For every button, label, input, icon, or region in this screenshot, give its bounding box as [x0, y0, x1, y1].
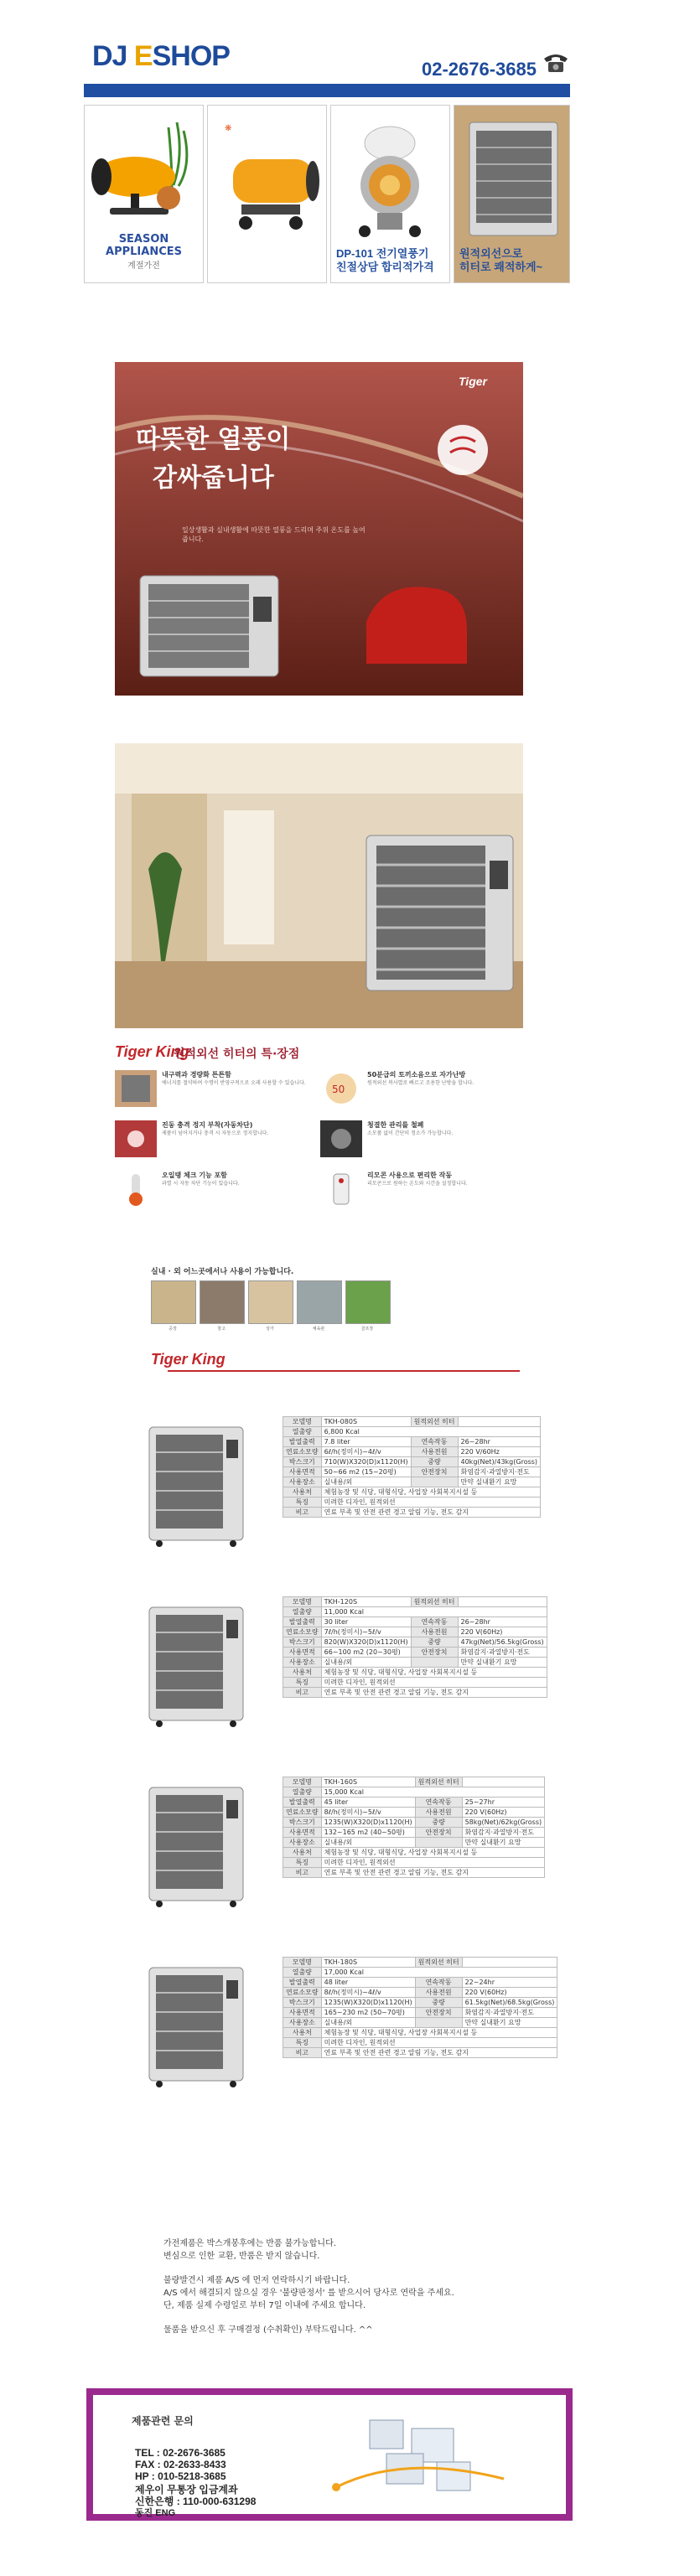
spec-label: 중량 [415, 1818, 462, 1828]
spec-value: 22~24hr [462, 1978, 557, 1988]
spec-value: 66~100 m2 (20~30평) [321, 1648, 411, 1658]
spec-value: 화염감지·과열방지·전도 [458, 1648, 547, 1658]
delivery-diagram-image [303, 2403, 546, 2504]
spec-label: 연속작동 [411, 1437, 458, 1447]
spec-value: 40kg(Net)/43kg(Gross) [458, 1457, 541, 1467]
divider [168, 1370, 520, 1372]
contact-account: 신한은행 : 110-000-631298 [135, 2496, 257, 2507]
spec-value: 미려한 디자인, 원적외선 [321, 1678, 547, 1688]
spec-label: 비고 [283, 1508, 322, 1518]
spec-value: TKH-120S [321, 1597, 411, 1607]
spec-row [283, 1988, 557, 1998]
spec-row [283, 1668, 547, 1678]
spec-row [283, 1958, 557, 1968]
spec-row [283, 1787, 545, 1798]
spec-table [283, 1416, 541, 1518]
spec-label: 원적외선 히터 [415, 1958, 462, 1968]
spec-label: 박스크기 [283, 1998, 322, 2008]
spec-label: 연료소모량 [283, 1627, 322, 1637]
spec-label: 중량 [411, 1457, 458, 1467]
spec-label: 특징 [283, 1497, 322, 1508]
spec-value: 미려한 디자인, 원적외선 [321, 2038, 557, 2048]
feature-item: 50 50분급의 토끼소음으로 자가난방 원적외선 복사열로 빠르고 조용한 난방을 합니다. [320, 1067, 521, 1114]
heater-product-image [143, 1783, 251, 1909]
spec-label: 연료소모량 [283, 1447, 322, 1457]
spec-value: 15,000 Kcal [321, 1787, 544, 1798]
spec-label: 연료소모량 [283, 1988, 322, 1998]
spec-label: 모델명 [283, 1958, 322, 1968]
spec-value: 8ℓ/h(정미시)~4ℓ/v [321, 1988, 415, 1998]
spec-label: 발열출력 [283, 1437, 322, 1447]
svg-text:Tiger: Tiger [459, 375, 487, 388]
header-phone: 02-2676-3685 [421, 59, 537, 80]
svg-text:❋: ❋ [225, 124, 232, 133]
spec-row [283, 1658, 547, 1668]
spec-value: 132~165 m2 (40~50평) [321, 1828, 415, 1838]
feature-item: 내구력과 경량화 튼튼함 에너지를 절약하며 수명이 반영구적으로 오래 사용할 수 있습니다. [115, 1067, 316, 1114]
spec-row [283, 1427, 541, 1437]
usage-title: 실내 · 외 어느곳에서나 사용이 가능합니다. [151, 1268, 294, 1276]
heater-grill-icon [115, 1070, 157, 1107]
spec-value: 25~27hr [462, 1798, 545, 1808]
spec-label: 사용면적 [283, 1648, 322, 1658]
contact-title: 제품관련 문의 [132, 2415, 194, 2427]
brand-logo-footer: Tiger King [151, 1351, 226, 1368]
spec-section [143, 1596, 544, 1756]
spec-row [283, 1868, 545, 1878]
header [84, 34, 570, 101]
spec-value: 연료 부족 및 안전 관련 경고 알림 기능, 전도 감지 [321, 1688, 547, 1698]
spec-value: 7ℓ/h(정미시)~5ℓ/v [321, 1627, 411, 1637]
spec-value: 30 liter [321, 1617, 411, 1627]
remote-control-icon [320, 1171, 362, 1208]
spec-value [462, 1958, 557, 1968]
spec-row [283, 1978, 557, 1988]
spec-label: 연속작동 [415, 1978, 462, 1988]
spec-value: 1235(W)X320(D)x1120(H) [321, 1818, 415, 1828]
place-thumbnail [345, 1280, 391, 1324]
spec-value: 6,800 Kcal [321, 1427, 540, 1437]
spec-value: 58kg(Net)/62kg(Gross) [462, 1818, 545, 1828]
spec-label: 연속작동 [415, 1798, 462, 1808]
spec-row [283, 1477, 541, 1487]
spec-row [283, 1798, 545, 1808]
spec-table [283, 1596, 547, 1698]
spec-row [283, 1617, 547, 1627]
spec-value: 만약 실내환기 요망 [462, 2018, 557, 2028]
spec-value: 연료 부족 및 안전 관련 경고 알림 기능, 전도 감지 [321, 1508, 540, 1518]
spec-label: 사용처 [283, 1848, 322, 1858]
spec-row [283, 1417, 541, 1427]
spec-label: 비고 [283, 1688, 322, 1698]
place-thumbnail [200, 1280, 245, 1324]
spec-label: 열출량 [283, 1427, 322, 1437]
spec-row [283, 1688, 547, 1698]
spec-value: 1235(W)X320(D)x1120(H) [321, 1998, 415, 2008]
features-title: 원적외선 히터의 특·장점 [174, 1047, 300, 1061]
contact-hp: HP : 010-5218-3685 [135, 2470, 226, 2482]
spec-value [458, 1597, 547, 1607]
place-thumbnail [297, 1280, 342, 1324]
cleaning-icon [320, 1120, 362, 1157]
hero-image-lobby [115, 743, 523, 1028]
spec-label [411, 1658, 458, 1668]
spec-section [143, 1957, 555, 2116]
spec-row [283, 1858, 545, 1868]
spec-label [415, 2018, 462, 2028]
spec-row [283, 2028, 557, 2038]
spec-value: 실내용/외 [321, 2018, 415, 2028]
spec-value: 7.8 liter [321, 1437, 411, 1447]
spec-value: 실내용/외 [321, 1477, 411, 1487]
telephone-icon [542, 52, 570, 74]
spec-label: 사용면적 [283, 1828, 322, 1838]
spec-table [283, 1957, 557, 2058]
spec-label: 모델명 [283, 1777, 322, 1787]
spec-value: 26~28hr [458, 1437, 541, 1447]
spec-value [458, 1417, 541, 1427]
site-logo[interactable]: DJ ESHOP [92, 40, 230, 72]
spec-row [283, 2018, 557, 2028]
hero-image-living-room [115, 362, 523, 696]
spec-value: 220 V(60Hz) [462, 1808, 545, 1818]
spec-table [283, 1777, 545, 1878]
spec-label: 사용전원 [415, 1988, 462, 1998]
feature-item: 오일탱 체크 기능 포함 과열 시 자동 차단 기능이 있습니다. [115, 1167, 316, 1214]
spec-label: 사용면적 [283, 1467, 322, 1477]
spec-label [411, 1477, 458, 1487]
spec-row [283, 1808, 545, 1818]
spec-value: 220 V(60Hz) [462, 1988, 557, 1998]
notice-text: 가전제품은 박스개봉후에는 반품 불가능합니다. 변심으로 인한 교환, 반품은 받지 않습니다. 불량발견시 제품 A/S 에 먼저 연락하시기 바랍니다. A/S 에서 해결되지 않으실 경우 '불량판정서' 를 받으시어 당사로 연락을 주세요. 단, 제품 실제 수령일로 부터 7일 이내에 주세요 합니다. 물품을 받으신 후 구매결정 (수취확인) 부탁드립니다. ^^ [163, 2239, 454, 2335]
spec-value: 820(W)X320(D)x1120(H) [321, 1637, 411, 1648]
spec-value: 체험농장 및 식당, 대형식당, 사업장 사회복지시설 등 [321, 1487, 540, 1497]
heater-lobby-image [115, 743, 523, 1028]
spec-label: 발열출력 [283, 1617, 322, 1627]
banner-panel-season[interactable] [84, 105, 204, 283]
contact-box [86, 2388, 573, 2521]
spec-label: 특징 [283, 1678, 322, 1688]
contact-panel [93, 2395, 566, 2518]
place-thumbnail [151, 1280, 196, 1324]
spec-label: 사용전원 [411, 1447, 458, 1457]
usage-places: 실내 · 외 어느곳에서나 사용이 가능합니다. 공장 창고 상가 체육관 골프장 [151, 1265, 486, 1349]
spec-value: 만약 실내환기 요망 [458, 1658, 547, 1668]
spec-value: 실내용/외 [321, 1838, 415, 1848]
spec-section [143, 1777, 542, 1936]
spec-row [283, 1678, 547, 1688]
spec-value: 실내용/외 [321, 1658, 411, 1668]
svg-text:50: 50 [332, 1084, 345, 1095]
spec-value: 45 liter [321, 1798, 415, 1808]
spec-label: 비고 [283, 1868, 322, 1878]
spec-label: 연속작동 [411, 1617, 458, 1627]
spec-label: 모델명 [283, 1417, 322, 1427]
spec-value [462, 1777, 545, 1787]
spec-row [283, 1818, 545, 1828]
heater-product-image [143, 1963, 251, 2089]
banner-panel-electric-heater[interactable] [330, 105, 450, 283]
features-grid [115, 1067, 523, 1218]
spec-row [283, 1648, 547, 1658]
contact-tel: TEL : 02-2676-3685 [135, 2447, 226, 2459]
spec-row [283, 1637, 547, 1648]
spec-row [283, 1457, 541, 1467]
sensor-icon [115, 1120, 157, 1157]
header-bar [84, 84, 570, 97]
spec-label: 사용장소 [283, 2018, 322, 2028]
spec-value: 체험농장 및 식당, 대형식당, 사업장 사회복지시설 등 [321, 2028, 557, 2038]
spec-label [415, 1838, 462, 1848]
contact-holder: 동진 ENG [135, 2508, 176, 2518]
spec-value: 미려한 디자인, 원적외선 [321, 1858, 544, 1868]
spec-label: 박스크기 [283, 1818, 322, 1828]
spec-label: 안전장치 [415, 1828, 462, 1838]
spec-row [283, 1838, 545, 1848]
spec-value: 화염감지·과열방지·전도 [462, 1828, 545, 1838]
spec-value: 61.5kg(Net)/68.5kg(Gross) [462, 1998, 557, 2008]
spec-label: 열출량 [283, 1787, 322, 1798]
spec-row [283, 2038, 557, 2048]
spec-row [283, 1508, 541, 1518]
spec-value: 50~66 m2 (15~20평) [321, 1467, 411, 1477]
spec-value: TKH-160S [321, 1777, 415, 1787]
spec-value: 체험농장 및 식당, 대형식당, 사업장 사회복지시설 등 [321, 1668, 547, 1678]
spec-value: TKH-080S [321, 1417, 411, 1427]
spec-label: 사용전원 [415, 1808, 462, 1818]
spec-row [283, 2008, 557, 2018]
spec-row [283, 1487, 541, 1497]
spec-row [283, 1497, 541, 1508]
spec-row [283, 1998, 557, 2008]
feature-item: 청결한 관리를 철폐 소모품 없이 간단히 청소가 가능합니다. [320, 1117, 521, 1164]
spec-label: 모델명 [283, 1597, 322, 1607]
spec-value: 체험농장 및 식당, 대형식당, 사업장 사회복지시설 등 [321, 1848, 544, 1858]
spec-row [283, 1437, 541, 1447]
spec-row [283, 1627, 547, 1637]
spec-label: 특징 [283, 1858, 322, 1868]
spec-value: 미려한 디자인, 원적외선 [321, 1497, 540, 1508]
spec-value: 11,000 Kcal [321, 1607, 547, 1617]
spec-row [283, 1777, 545, 1787]
spec-label: 안전장치 [415, 2008, 462, 2018]
spec-label: 사용전원 [411, 1627, 458, 1637]
spec-label: 발열출력 [283, 1978, 322, 1988]
spec-row [283, 1607, 547, 1617]
spec-label: 사용장소 [283, 1477, 322, 1487]
season-label: SEASON APPLIANCES 계절가전 [106, 233, 182, 271]
spec-label: 안전장치 [411, 1648, 458, 1658]
spec-value: 165~230 m2 (50~70평) [321, 2008, 415, 2018]
spec-row [283, 2048, 557, 2058]
spec-label: 사용처 [283, 1487, 322, 1497]
spec-label: 연료소모량 [283, 1808, 322, 1818]
spec-value: 220 V(60Hz) [458, 1627, 547, 1637]
spec-value: 710(W)X320(D)x1120(H) [321, 1457, 411, 1467]
spec-label: 특징 [283, 2038, 322, 2048]
spec-row [283, 1597, 547, 1607]
spec-value: TKH-180S [321, 1958, 415, 1968]
spec-value: 만약 실내환기 요망 [462, 1838, 545, 1848]
spec-label: 발열출력 [283, 1798, 322, 1808]
oil-fan-heater-image [208, 106, 327, 283]
spec-value: 연료 부족 및 안전 관련 경고 알림 기능, 전도 감지 [321, 2048, 557, 2058]
spec-row [283, 1447, 541, 1457]
spec-label: 비고 [283, 2048, 322, 2058]
thermometer-icon [115, 1171, 157, 1208]
heater-product-image [143, 1603, 251, 1729]
spec-label: 중량 [411, 1637, 458, 1648]
heater-product-image [143, 1423, 251, 1549]
spec-value: 6ℓ/h(정미시)~4ℓ/v [321, 1447, 411, 1457]
spec-label: 박스크기 [283, 1637, 322, 1648]
spec-label: 열출량 [283, 1607, 322, 1617]
spec-label: 원적외선 히터 [411, 1597, 458, 1607]
banner-panel-infrared-label: 원적외선으로 히터로 쾌적하게~ [459, 247, 543, 273]
banner-panel-infrared-heater[interactable] [454, 105, 570, 283]
spec-label: 원적외선 히터 [411, 1417, 458, 1427]
feature-item: 리모콘 사용으로 편리한 작동 리모콘으로 원하는 온도와 시간을 설정합니다. [320, 1167, 521, 1214]
spec-label: 사용처 [283, 1668, 322, 1678]
banner-panel-electric-label: DP-101 전기열풍기 친절상담 합리적가격 [336, 247, 434, 273]
brand-logo: Tiger King [115, 1043, 189, 1060]
spec-value: 17,000 Kcal [321, 1968, 557, 1978]
spec-label: 열출량 [283, 1968, 322, 1978]
hero-caption: 일상생활과 실내생활에 따뜻한 열풍을 드리며 주위 온도를 높여줍니다. [182, 526, 366, 543]
spec-value: 220 V/60Hz [458, 1447, 541, 1457]
spec-label: 안전장치 [411, 1467, 458, 1477]
contact-bank: 제우이 무통장 입금계좌 [135, 2484, 238, 2496]
spec-value: 만약 실내환기 요망 [458, 1477, 541, 1487]
spec-row [283, 1968, 557, 1978]
spec-value: 화염감지·과열방지·전도 [458, 1467, 541, 1477]
spec-value: 47kg(Net)/56.5kg(Gross) [458, 1637, 547, 1648]
spec-value: 48 liter [321, 1978, 415, 1988]
spec-section [143, 1416, 538, 1575]
spec-label: 원적외선 히터 [415, 1777, 462, 1787]
spec-label: 박스크기 [283, 1457, 322, 1467]
place-thumbnail [248, 1280, 293, 1324]
spec-value: 연료 부족 및 안전 관련 경고 알림 기능, 전도 감지 [321, 1868, 544, 1878]
banner-panel-fan-heater[interactable] [207, 105, 327, 283]
spec-row [283, 1828, 545, 1838]
spec-value: 8ℓ/h(정미시)~5ℓ/v [321, 1808, 415, 1818]
feature-item: 진동 충격 정지 부착(자동차단) 제품이 넘어지거나 충격 시 자동으로 정지합니다. [115, 1117, 316, 1164]
spec-value: 화염감지·과열방지·전도 [462, 2008, 557, 2018]
contact-fax: FAX : 02-2633-8433 [135, 2459, 226, 2470]
spec-label: 사용면적 [283, 2008, 322, 2018]
spec-row [283, 1467, 541, 1477]
category-banner [84, 105, 570, 283]
spec-label: 중량 [415, 1998, 462, 2008]
spec-label: 사용장소 [283, 1658, 322, 1668]
noise-level-icon [320, 1070, 362, 1107]
spec-value: 26~28hr [458, 1617, 547, 1627]
spec-label: 사용처 [283, 2028, 322, 2038]
spec-row [283, 1848, 545, 1858]
hero-headline: 따뜻한 열풍이 감싸줍니다 [136, 425, 291, 493]
spec-label: 사용장소 [283, 1838, 322, 1848]
